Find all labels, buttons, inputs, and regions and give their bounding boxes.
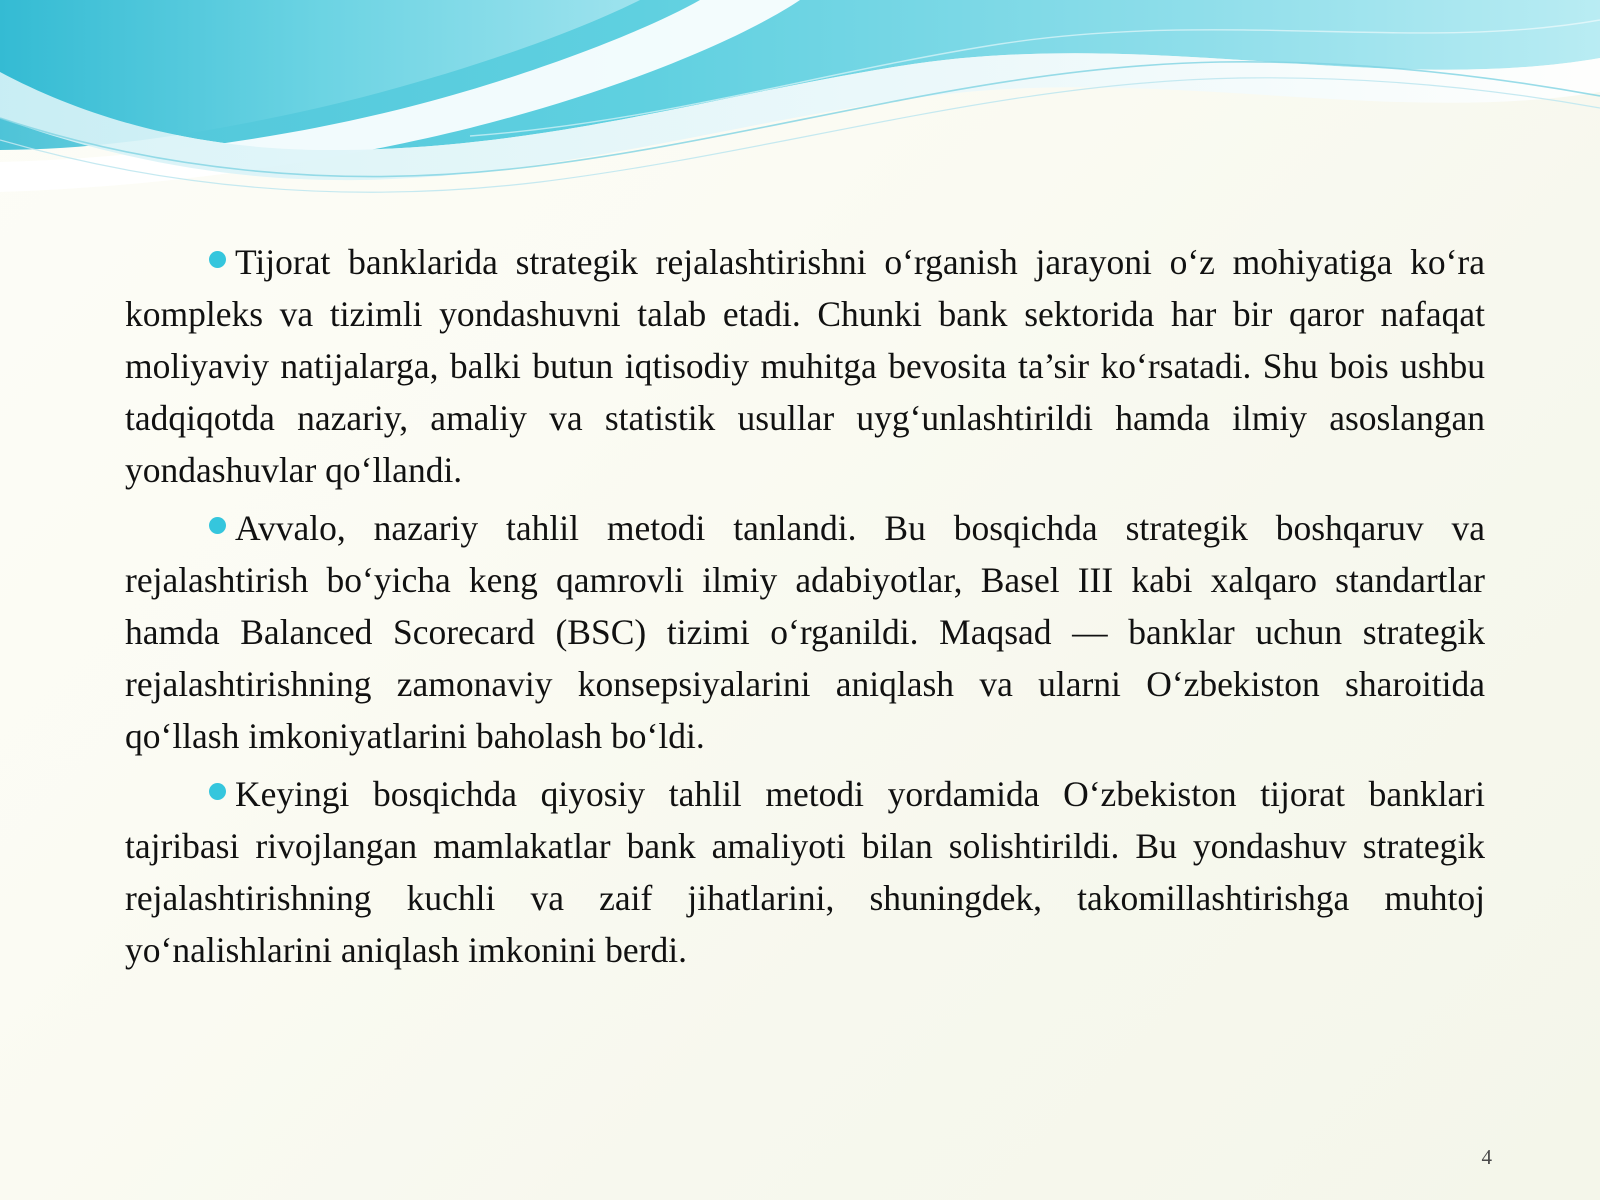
bullet-paragraph-1: [125, 236, 1485, 496]
bullet-dot-icon: [209, 783, 226, 800]
paragraph-text-1: Tijorat banklarida strategik rejalashtirishni o‘rganish jarayoni o‘z mohiyatiga ko‘ra kompleks va tizimli yondashuvni talab etadi. Chunki bank sektorida har bir qaror nafaqat moliyaviy natijalarga, balki butun iqtisodiy muhitga bevosita ta’sir ko‘rsatadi. Shu bois ushbu tadqiqotda nazariy, amaliy va statistik usullar uyg‘unlashtirildi hamda ilmiy asoslangan yondashuvlar qo‘llandi.: [125, 242, 1485, 490]
bullet-marker-2: [125, 502, 235, 554]
slide-body: [125, 236, 1485, 976]
bullet-paragraph-2: [125, 502, 1485, 762]
bullet-dot-icon: [209, 251, 226, 268]
paragraph-text-2: Avvalo, nazariy tahlil metodi tanlandi. Bu bosqichda strategik boshqaruv va rejalashtirish bo‘yicha keng qamrovli ilmiy adabiyotlar, Basel III kabi xalqaro standartlar hamda Balanced Scorecard (BSC) tizimi o‘rganildi. Maqsad — banklar uchun strategik rejalashtirishning zamonaviy konsepsiyalarini aniqlash va ularni O‘zbekiston sharoitida qo‘llash imkoniyatlarini baholash bo‘ldi.: [125, 508, 1485, 756]
bullet-marker-3: [125, 768, 235, 820]
bullet-marker-1: [125, 236, 235, 288]
bullet-paragraph-3: [125, 768, 1485, 976]
header-wave-decoration: [0, 0, 1600, 230]
paragraph-text-3: Keyingi bosqichda qiyosiy tahlil metodi yordamida O‘zbekiston tijorat banklari tajribasi rivojlangan mamlakatlar bank amaliyoti bilan solishtirildi. Bu yondashuv strategik rejalashtirishning kuchli va zaif jihatlarini, shuningdek, takomillashtirishga muhtoj yo‘nalishlarini aniqlash imkonini berdi.: [125, 774, 1485, 970]
bullet-dot-icon: [209, 517, 226, 534]
page-number: 4: [1481, 1145, 1492, 1169]
